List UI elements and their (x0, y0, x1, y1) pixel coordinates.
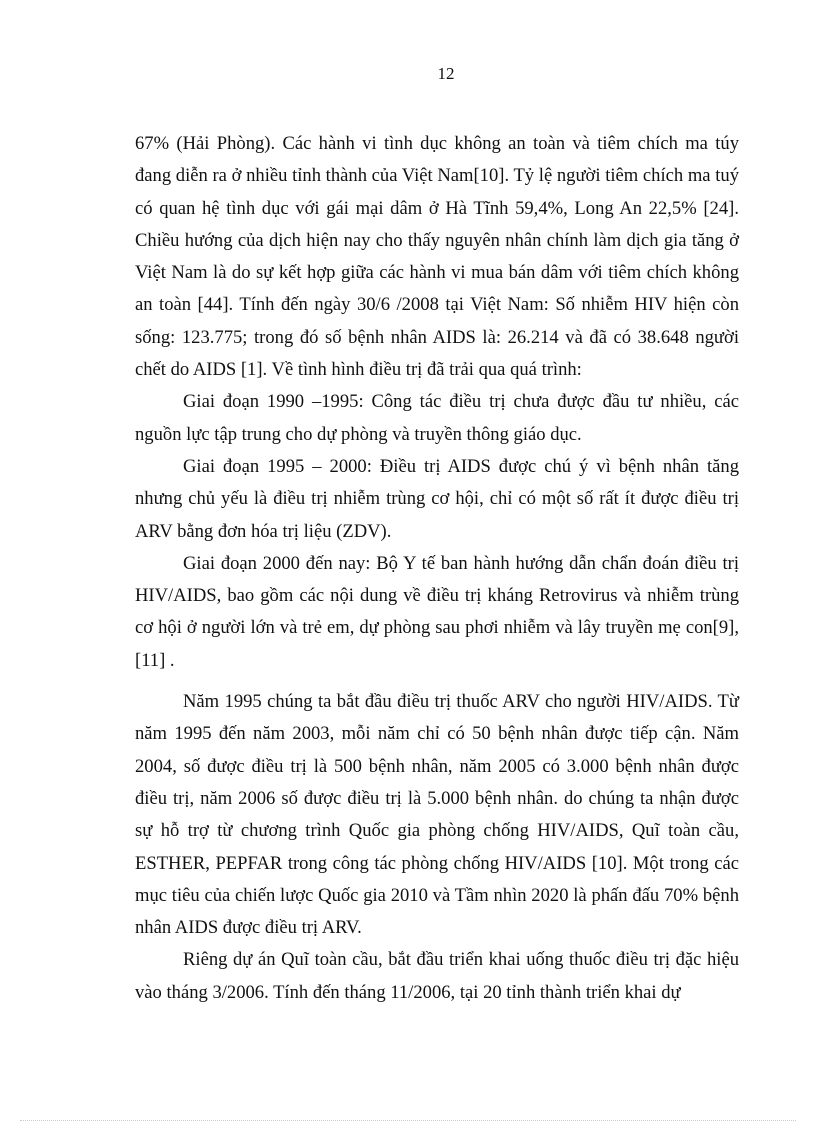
paragraph-phase-2000-now: Giai đoạn 2000 đến nay: Bộ Y tế ban hành hướng dẫn chẩn đoán điều trị HIV/AIDS, bao gồm các nội dung về điều trị kháng Retrovirus và nhiễm trùng cơ hội ở người lớn và trẻ em, dự phòng sau phơi nhiễm và lây truyền mẹ con[9], [11] . (135, 552, 739, 671)
paragraph-global-fund: Riêng dự án Quĩ toàn cầu, bắt đầu triển khai uống thuốc điều trị đặc hiệu vào tháng 3/2006. Tính đến tháng 11/2006, tại 20 tỉnh thành triển khai dự (135, 949, 739, 1003)
document-body (135, 128, 739, 1009)
paragraph-phase-1990-1995: Giai đoạn 1990 –1995: Công tác điều trị chưa được đầu tư nhiều, các nguồn lực tập trung cho dự phòng và truyền thông giáo dục. (135, 391, 739, 445)
page-number: 12 (437, 64, 455, 83)
paragraph-phase-1995-2000: Giai đoạn 1995 – 2000: Điều trị AIDS được chú ý vì bệnh nhân tăng nhưng chủ yếu là điều trị nhiễm trùng cơ hội, chỉ có một số rất ít được điều trị ARV bằng đơn hóa trị liệu (ZDV). (135, 455, 739, 542)
paragraph-arv-treatment: Năm 1995 chúng ta bắt đầu điều trị thuốc ARV cho người HIV/AIDS. Từ năm 1995 đến năm 2003, mỗi năm chỉ có 50 bệnh nhân được tiếp cận. Năm 2004, số được điều trị là 500 bệnh nhân, năm 2005 có 3.000 bệnh nhân được điều trị, năm 2006 số được điều trị là 5.000 bệnh nhân. do chúng ta nhận được sự hỗ trợ từ chương trình Quốc gia phòng chống HIV/AIDS, Quĩ toàn cầu, ESTHER, PEPFAR trong công tác phòng chống HIV/AIDS [10]. Một trong các mục tiêu của chiến lược Quốc gia 2010 và Tầm nhìn 2020 là phấn đấu 70% bệnh nhân AIDS được điều trị ARV. (135, 691, 739, 939)
page-bottom-divider (20, 1120, 796, 1121)
paragraph-hiv-situation: 67% (Hải Phòng). Các hành vi tình dục không an toàn và tiêm chích ma túy đang diễn ra ở nhiều tỉnh thành của Việt Nam[10]. Tỷ lệ người tiêm chích ma tuý có quan hệ tình dục với gái mại dâm ở Hà Tĩnh 59,4%, Long An 22,5% [24]. Chiều hướng của dịch hiện nay cho thấy nguyên nhân chính làm dịch gia tăng ở Việt Nam là do sự kết hợp giữa các hành vi mua bán dâm với tiêm chích không an toàn [44]. Tính đến ngày 30/6 /2008 tại Việt Nam: Số nhiễm HIV hiện còn sống: 123.775; trong đó số bệnh nhân AIDS là: 26.214 và đã có 38.648 người chết do AIDS [1]. Về tình hình điều trị đã trải qua quá trình: (135, 133, 739, 381)
